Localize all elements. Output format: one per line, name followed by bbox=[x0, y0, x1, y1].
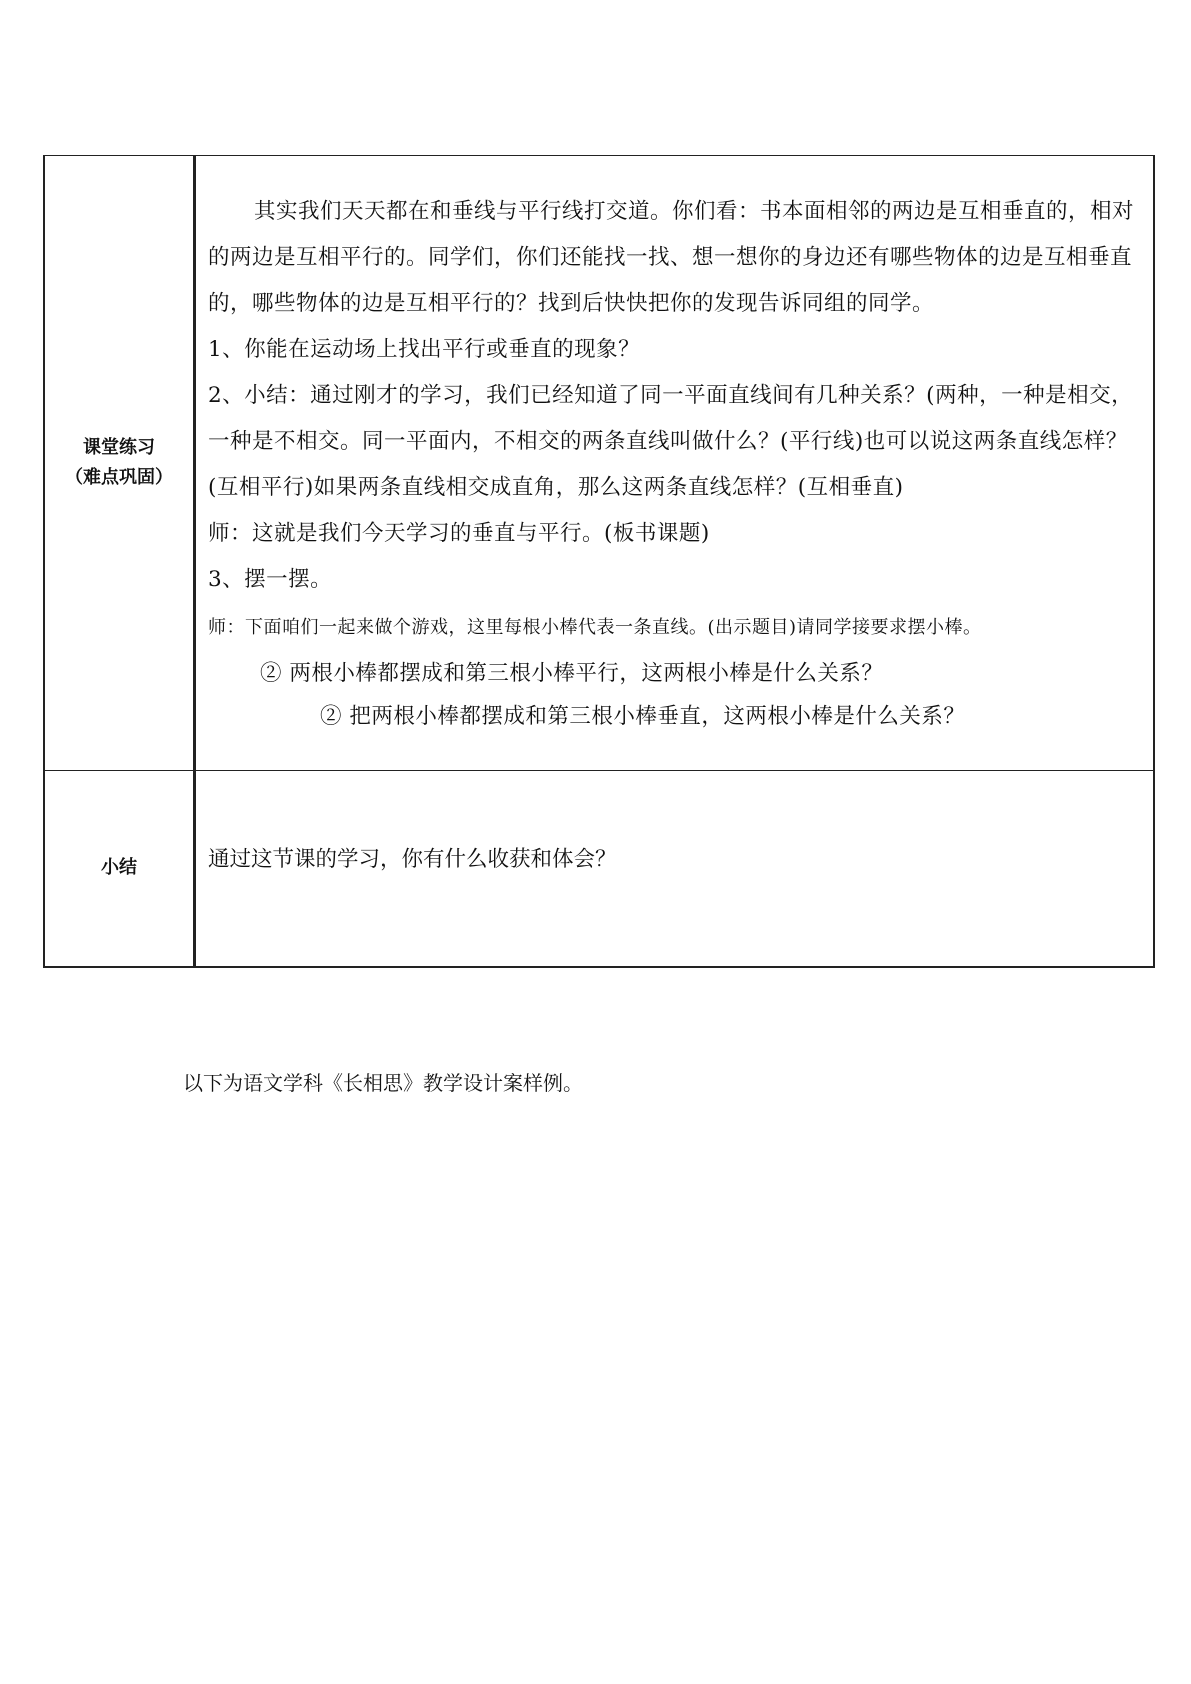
question-1: ② 两根小棒都摆成和第三根小棒平行，这两根小棒是什么关系？ bbox=[260, 661, 884, 686]
lesson-plan-table bbox=[43, 155, 1155, 968]
practice-row bbox=[44, 156, 1154, 771]
summary-row bbox=[44, 771, 1154, 967]
summary-text: 通过这节课的学习，你有什么收获和体会？ bbox=[208, 847, 617, 873]
summary-label-cell bbox=[44, 771, 195, 967]
summary-label: 小结 bbox=[101, 857, 137, 879]
question-2: ② 把两根小棒都摆成和第三根小棒垂直，这两根小棒是什么关系？ bbox=[320, 704, 966, 729]
practice-label-title: 课堂练习 bbox=[83, 437, 155, 458]
footer-note: 以下为语文学科《长相思》教学设计案样例。 bbox=[183, 1071, 583, 1095]
teacher-line-2: 师：下面咱们一起来做个游戏，这里每根小棒代表一条直线。(出示题目)请同学接要求摆小棒。 bbox=[208, 617, 982, 638]
practice-item-2: 2、小结：通过刚才的学习，我们已经知道了同一平面直线间有几种关系？(两种，一种是相交，一种是不相交。同一平面内，不相交的两条直线叫做什么？(平行线)也可以说这两条直线怎样？(互相平行)如果两条直线相交成直角，那么这两条直线怎样？(互相垂直) bbox=[208, 383, 1134, 500]
teacher-line-1: 师：这就是我们今天学习的垂直与平行。(板书课题) bbox=[208, 521, 710, 546]
summary-content-cell bbox=[195, 771, 1155, 967]
practice-content bbox=[208, 189, 1141, 737]
practice-item-1: 1、你能在运动场上找出平行或垂直的现象？ bbox=[208, 337, 641, 362]
practice-item-3: 3、摆一摆。 bbox=[208, 567, 333, 592]
practice-label-subtitle: （难点巩固） bbox=[65, 467, 173, 488]
practice-content-cell bbox=[195, 156, 1155, 771]
practice-intro-paragraph: 其实我们天天都在和垂线与平行线打交道。你们看：书本面相邻的两边是互相垂直的，相对的两边是互相平行的。同学们，你们还能找一找、想一想你的身边还有哪些物体的边是互相垂直的，哪些物体的边是互相平行的？找到后快快把你的发现告诉同组的同学。 bbox=[208, 199, 1135, 316]
practice-label-cell bbox=[44, 156, 195, 771]
